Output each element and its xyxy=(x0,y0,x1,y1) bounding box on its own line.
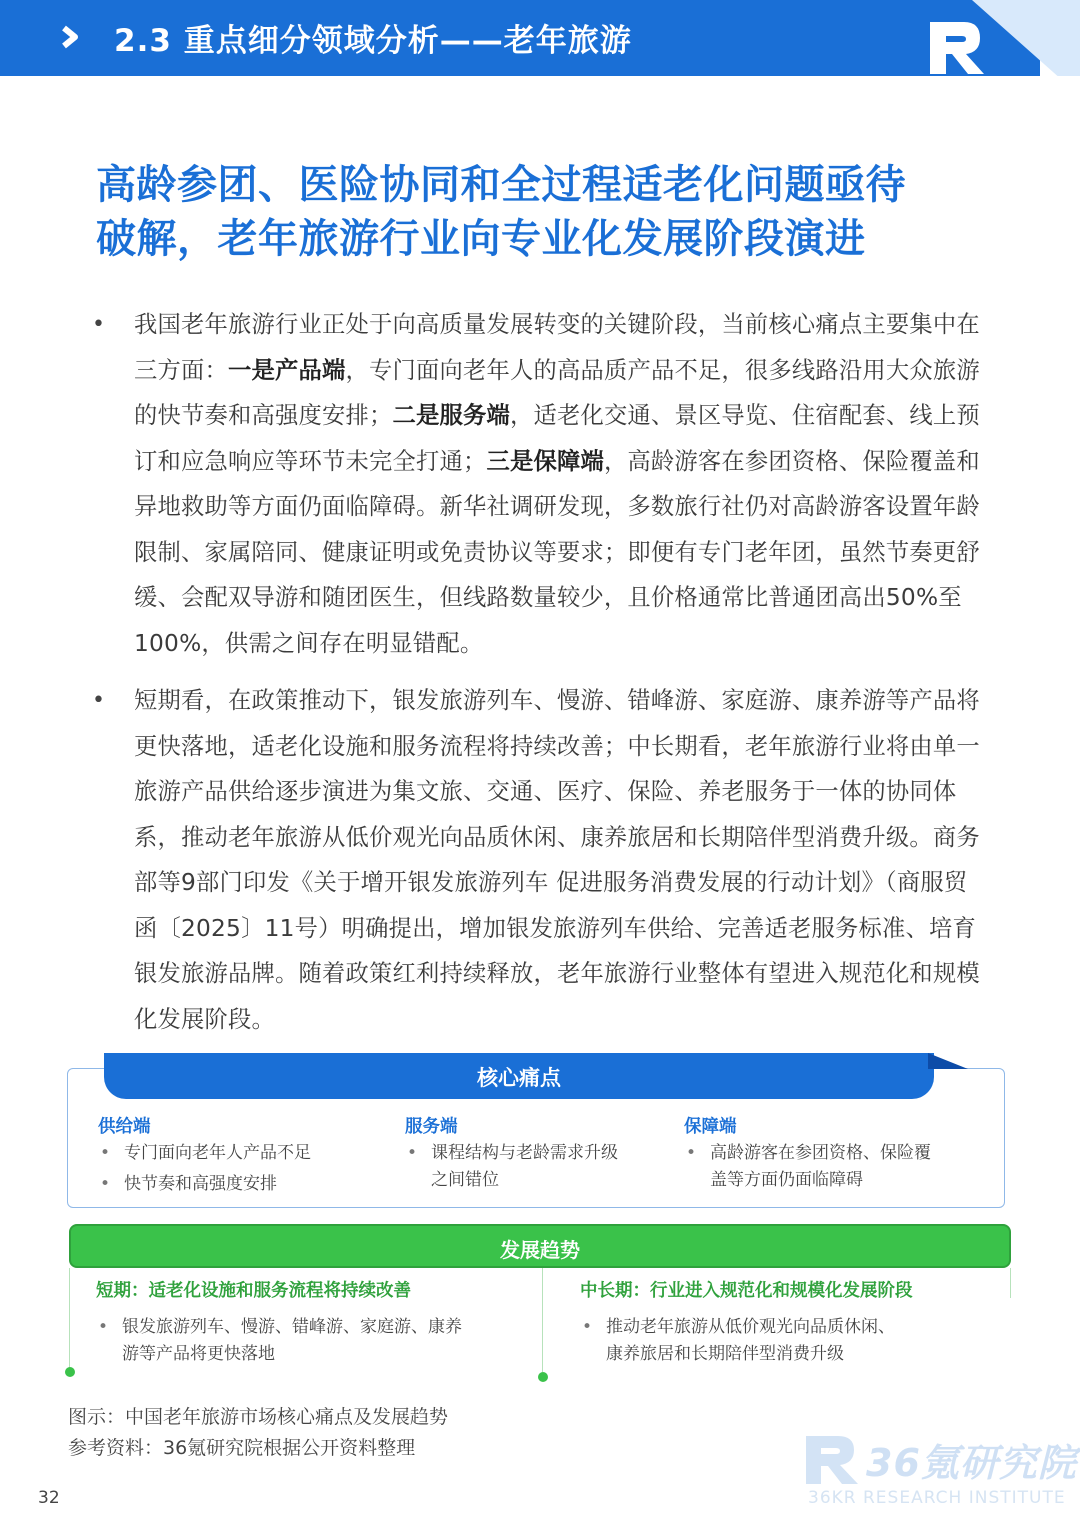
title-line-2: 破解，老年旅游行业向专业化发展阶段演进 xyxy=(96,216,866,262)
trend-dot-middle xyxy=(538,1372,548,1382)
service-title: 服务端 xyxy=(405,1117,458,1137)
chevron-right-icon xyxy=(58,22,84,52)
page-number: 32 xyxy=(38,1488,60,1508)
banner-fold xyxy=(928,1053,968,1069)
supply-item: • 快节奏和高强度安排 xyxy=(100,1174,277,1194)
page-title xyxy=(96,158,996,266)
service-item: • 课程结构与老龄需求升级 之间错位 xyxy=(407,1143,618,1190)
short-term-item: • 银发旅游列车、慢游、错峰游、家庭游、康养 游等产品将更快落地 xyxy=(98,1317,462,1364)
supply-title: 供给端 xyxy=(98,1117,151,1137)
bullet-dot: • xyxy=(92,312,106,337)
trends-banner xyxy=(69,1224,1011,1268)
watermark-subtitle: 36KR RESEARCH INSTITUTE xyxy=(808,1488,1066,1508)
pain-points-banner-title: 核心痛点 xyxy=(477,1066,561,1090)
trend-connector-right xyxy=(1010,1268,1011,1298)
36kr-watermark-logo-icon xyxy=(804,1432,864,1486)
guarantee-title: 保障端 xyxy=(684,1117,737,1137)
trend-dot-left xyxy=(65,1367,75,1377)
trend-connector-left xyxy=(69,1268,70,1372)
header-band xyxy=(0,0,1080,76)
source-caption: 参考资料：36氪研究院根据公开资料整理 xyxy=(68,1437,416,1459)
supply-item: • 专门面向老年人产品不足 xyxy=(100,1143,311,1163)
guarantee-item: • 高龄游客在参团资格、保险覆 盖等方面仍面临障碍 xyxy=(686,1143,931,1190)
figure-caption: 图示：中国老年旅游市场核心痛点及发展趋势 xyxy=(68,1406,449,1428)
36kr-logo-icon xyxy=(928,14,988,76)
section-title: 2.3 重点细分领域分析——老年旅游 xyxy=(114,23,632,59)
long-term-item: • 推动老年旅游从低价观光向品质休闲、 康养旅居和长期陪伴型消费升级 xyxy=(582,1317,895,1364)
watermark-name: 36氪研究院 xyxy=(866,1441,1077,1485)
pain-points-banner xyxy=(104,1053,934,1099)
short-term-title: 短期：适老化设施和服务流程将持续改善 xyxy=(96,1281,411,1301)
body-bullets xyxy=(86,302,986,1054)
trend-connector-middle xyxy=(542,1268,543,1372)
trends-banner-title: 发展趋势 xyxy=(500,1238,580,1262)
bullet-paragraph-1: • 我国老年旅游行业正处于向高质量发展转变的关键阶段，当前核心痛点主要集中在三方面：一是产品端，专门面向老年人的高品质产品不足，很多线路沿用大众旅游的快节奏和高强度安排；二是服务端，适老化交通、景区导览、住宿配套、线上预订和应急响应等环节未完全打通；三是保障端，高龄游客在参团资格、保险覆盖和异地救助等方面仍面临障碍。新华社调研发现，多数旅行社仍对高龄游客设置年龄限制、家属陪同、健康证明或免责协议等要求；即便有专门老年团，虽然节奏更舒缓、会配双导游和随团医生，但线路数量较少，且价格通常比普通团高出50%至100%，供需之间存在明显错配。 xyxy=(86,302,986,666)
bullet-dot: • xyxy=(92,688,106,713)
bullet-paragraph-2: • 短期看，在政策推动下，银发旅游列车、慢游、错峰游、家庭游、康养游等产品将更快落地，适老化设施和服务流程将持续改善；中长期看，老年旅游行业将由单一旅游产品供给逐步演进为集文旅、交通、医疗、保险、养老服务于一体的协同体系，推动老年旅游从低价观光向品质休闲、康养旅居和长期陪伴型消费升级。商务部等9部门印发《关于增开银发旅游列车 促进服务消费发展的行动计划》（商服贸函〔2025〕11号）明确提出，增加银发旅游列车供给、完善适老服务标准、培育银发旅游品牌。随着政策红利持续释放，老年旅游行业整体有望进入规范化和规模化发展阶段。 xyxy=(86,678,986,1042)
long-term-title: 中长期：行业进入规范化和规模化发展阶段 xyxy=(580,1281,913,1301)
title-line-1: 高龄参团、医险协同和全过程适老化问题亟待 xyxy=(96,162,906,208)
